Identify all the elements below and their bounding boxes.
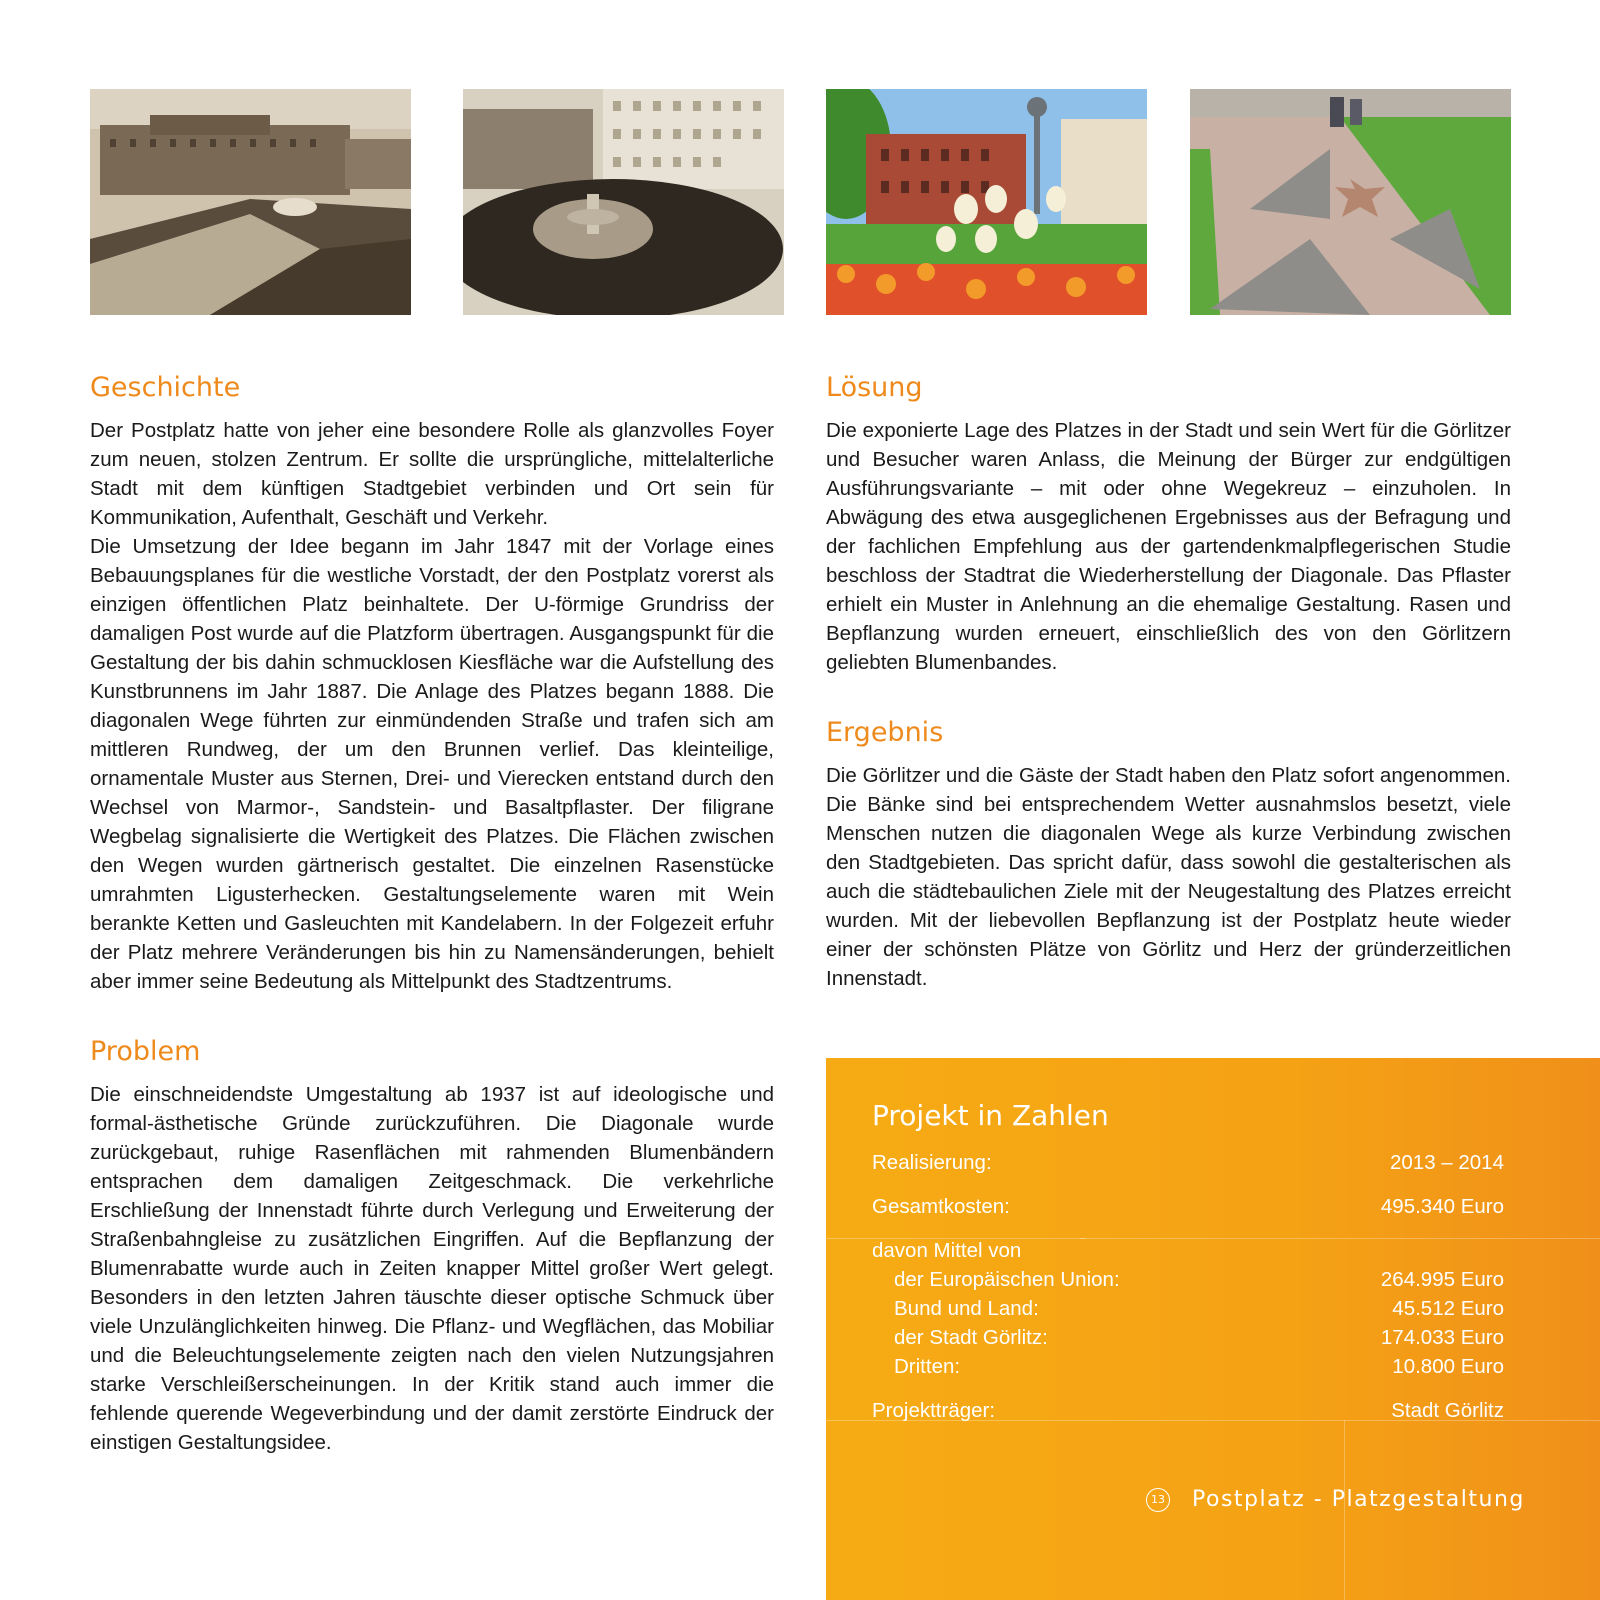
geschichte-text: Der Postplatz hatte von jeher eine besondere Rolle als glanzvolles Foyer zum neuen, stolzen Zentrum. Er sollte die ursprüngliche, mittelalterliche Stadt mit dem künftigen Stadtgebiet verbinden und Ort sein für Kommunikation, Aufenthalt, Geschäft und Verkehr. xyxy=(90,419,774,529)
fact-value: 2013 – 2014 xyxy=(1389,1151,1504,1174)
problem-heading: Problem xyxy=(90,1036,201,1067)
ergebnis-heading: Ergebnis xyxy=(826,717,944,748)
pavement-pattern-photo-icon xyxy=(1190,89,1511,315)
fact-value: 45.512 Euro xyxy=(1392,1297,1504,1320)
fact-label: Realisierung: xyxy=(872,1151,992,1174)
left-column xyxy=(90,370,774,1457)
project-facts-box xyxy=(826,1058,1600,1600)
facts-title: Projekt in Zahlen xyxy=(872,1099,1109,1132)
page-footer xyxy=(1146,1486,1525,1516)
fact-value: 495.340 Euro xyxy=(1380,1195,1504,1218)
fact-label: davon Mittel von xyxy=(872,1239,1022,1262)
historic-sepia-photo-icon xyxy=(90,89,411,315)
historic-fountain-photo-icon xyxy=(463,89,784,315)
fact-value: 264.995 Euro xyxy=(1380,1268,1504,1291)
right-column xyxy=(826,370,1511,993)
fact-label: Gesamtkosten: xyxy=(872,1195,1010,1218)
fact-label: der Stadt Görlitz: xyxy=(894,1326,1048,1349)
geschichte-text-2: Die Umsetzung der Idee begann im Jahr 1847 mit der Vorlage eines Bebauungsplanes für die westliche Vorstadt, der den Postplatz vorerst als einzigen öffentlichen Platz beinhaltete. Der U-förmige Grundriss der damaligen Post wurde auf die Platzform übertragen. Ausgangspunkt für die Gestaltung der bis dahin schmucklosen Kiesfläche war die Aufstellung des Kunstbrunnens im Jahr 1887. Die Anlage des Platzes begann 1888. Die diagonalen Wege führten zur einmündenden Straße und trafen sich am mittleren Rundweg, der um den Brunnen verlief. Das kleinteilige, ornamentale Muster aus Sternen, Drei- und Vierecken entstand durch den Wechsel von Marmor-, Sandstein- und Basaltpflaster. Der filigrane Wegbelag signalisierte die Wertigkeit des Platzes. Die Flächen zwischen den Wegen wurden gärtnerisch gestaltet. Die einzelnen Rasenstücke umrahmten Ligusterhecken. Gestaltungselemente waren mit Wein berankte Ketten und Gasleuchten mit Kandelabern. In der Folgezeit erfuhr der Platz mehrere Veränderungen bis hin zu Namensänderungen, behielt aber immer seine Bedeutung als Mittelpunkt des Stadtzentrums. xyxy=(90,535,774,993)
fact-value: Stadt Görlitz xyxy=(1391,1399,1504,1422)
fact-label: Dritten: xyxy=(894,1355,961,1378)
loesung-heading: Lösung xyxy=(826,372,923,403)
page-number-badge: 13 xyxy=(1146,1488,1170,1512)
geschichte-heading: Geschichte xyxy=(90,372,241,403)
fact-label: Projektträger: xyxy=(872,1399,996,1422)
footer-title: Postplatz - Platzgestaltung xyxy=(1192,1487,1525,1512)
fact-value: 174.033 Euro xyxy=(1380,1326,1504,1349)
fact-label: der Europäischen Union: xyxy=(894,1268,1120,1291)
loesung-text: Die exponierte Lage des Platzes in der Stadt und sein Wert für die Görlitzer und Besucher waren Anlass, die Meinung der Bürger zur endgültigen Ausführungsvariante – mit oder ohne Wegekreuz – einzuholen. In Abwägung des etwa ausgeglichenen Ergebnisses aus der Befragung und der fachlichen Empfehlung aus der gartendenkmalpflegerischen Studie beschloss der Stadtrat die Wiederherstellung der Diagonale. Das Pflaster erhielt ein Muster in Anlehnung an die ehemalige Gestaltung. Rasen und Bepflanzung wurden erneuert, einschließlich des von den Görlitzern geliebten Blumenbandes. xyxy=(826,419,1511,674)
ergebnis-text: Die Görlitzer und die Gäste der Stadt haben den Platz sofort angenommen. Die Bänke sind bei entsprechendem Wetter ausnahmslos besetzt, viele Menschen nutzen die diagonalen Wege als kurze Verbindung zwischen den Stadtgebieten. Das spricht dafür, dass sowohl die gestalterischen als auch die städtebaulichen Ziele mit der Neugestaltung des Platzes erreicht wurden. Mit der liebevollen Bepflanzung ist der Postplatz heute wieder einer der schönsten Plätze von Görlitz und Herz der gründerzeitlichen Innenstadt. xyxy=(826,764,1511,990)
fact-value: 10.800 Euro xyxy=(1392,1355,1504,1378)
fact-label: Bund und Land: xyxy=(894,1297,1039,1320)
problem-text: Die einschneidendste Umgestaltung ab 1937 ist auf ideologische und formal-ästhetische Gründe zurückzuführen. Die Diagonale wurde zurückgebaut, ruhige Rasenflächen mit rahmenden Blumenbändern entsprachen dem damaligen Zeitgeschmack. Die verkehrliche Erschließung der Innenstadt führte durch Verlegung und Erweiterung der Straßenbahngleise zu zusätzlichen Eingriffen. Auf die Bepflanzung der Blumenrabatte wurde auch in Zeiten knapper Mittel großer Wert gelegt. Besonders in den letzten Jahren täuschte dieser optische Schmuck über viele Unzulänglichkeiten hinweg. Die Pflanz- und Wegflächen, das Mobiliar und die Beleuchtungselemente zeigten nach den vielen Nutzungsjahren starke Verschleißerscheinungen. In der Kritik stand auch immer die fehlende querende Wegeverbindung und der damit zerstörte Eindruck der einstigen Gestaltungsidee. xyxy=(90,1083,774,1454)
tulips-square-photo-icon xyxy=(826,89,1147,315)
